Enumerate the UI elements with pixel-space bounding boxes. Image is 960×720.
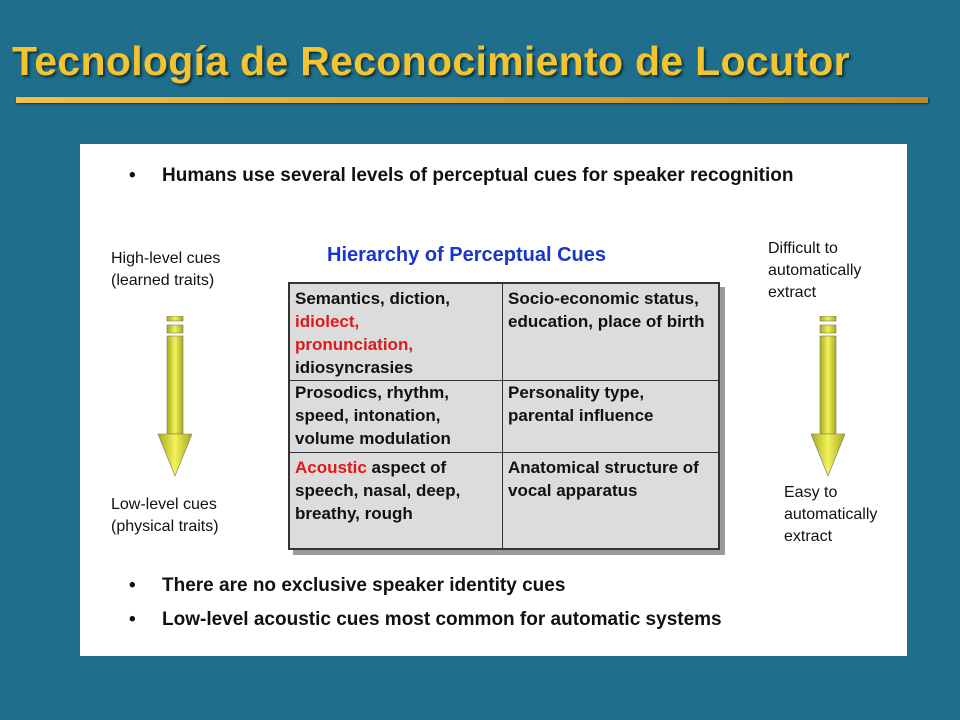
bullet-text: There are no exclusive speaker identity cues <box>162 575 566 596</box>
high-level-cues-label: High-level cues (learned traits) <box>111 250 221 289</box>
slide-title: Tecnología de Reconocimiento de Locutor <box>12 38 850 84</box>
cell-low-learned: Acoustic aspect of speech, nasal, deep, breathy, rough <box>295 458 461 523</box>
down-arrow-icon <box>810 316 846 478</box>
bullet-intro <box>129 164 862 187</box>
bullet-intro-text: Humans use several levels of perceptual cues for speaker recognition <box>162 165 794 186</box>
bullet-no-exclusive-cues <box>129 574 882 597</box>
easy-extract-label: Easy to automatically extract <box>784 484 878 545</box>
bullet-text: Low-level acoustic cues most common for automatic systems <box>162 609 722 630</box>
bullet-low-level-common <box>129 608 902 631</box>
cell-mid-physical: Personality type, parental influence <box>508 383 654 425</box>
cell-low-physical: Anatomical structure of vocal apparatus <box>508 458 699 500</box>
content-panel <box>80 144 907 656</box>
difficult-extract-label: Difficult to automatically extract <box>768 240 862 301</box>
down-arrow-icon <box>157 316 193 478</box>
cell-high-physical: Socio-economic status, education, place of birth <box>508 289 705 331</box>
cell-high-learned: Semantics, diction, idiolect, pronunciation, idiosyncrasies <box>295 289 450 377</box>
low-level-cues-label: Low-level cues (physical traits) <box>111 496 219 535</box>
bullet-dot: • <box>129 575 136 596</box>
cell-mid-learned: Prosodics, rhythm, speed, intonation, volume modulation <box>295 383 451 448</box>
cue-hierarchy-table <box>288 282 720 550</box>
hierarchy-title: Hierarchy of Perceptual Cues <box>327 244 606 266</box>
bullet-dot: • <box>129 609 136 630</box>
title-underline <box>16 97 928 103</box>
bullet-dot: • <box>129 165 136 186</box>
